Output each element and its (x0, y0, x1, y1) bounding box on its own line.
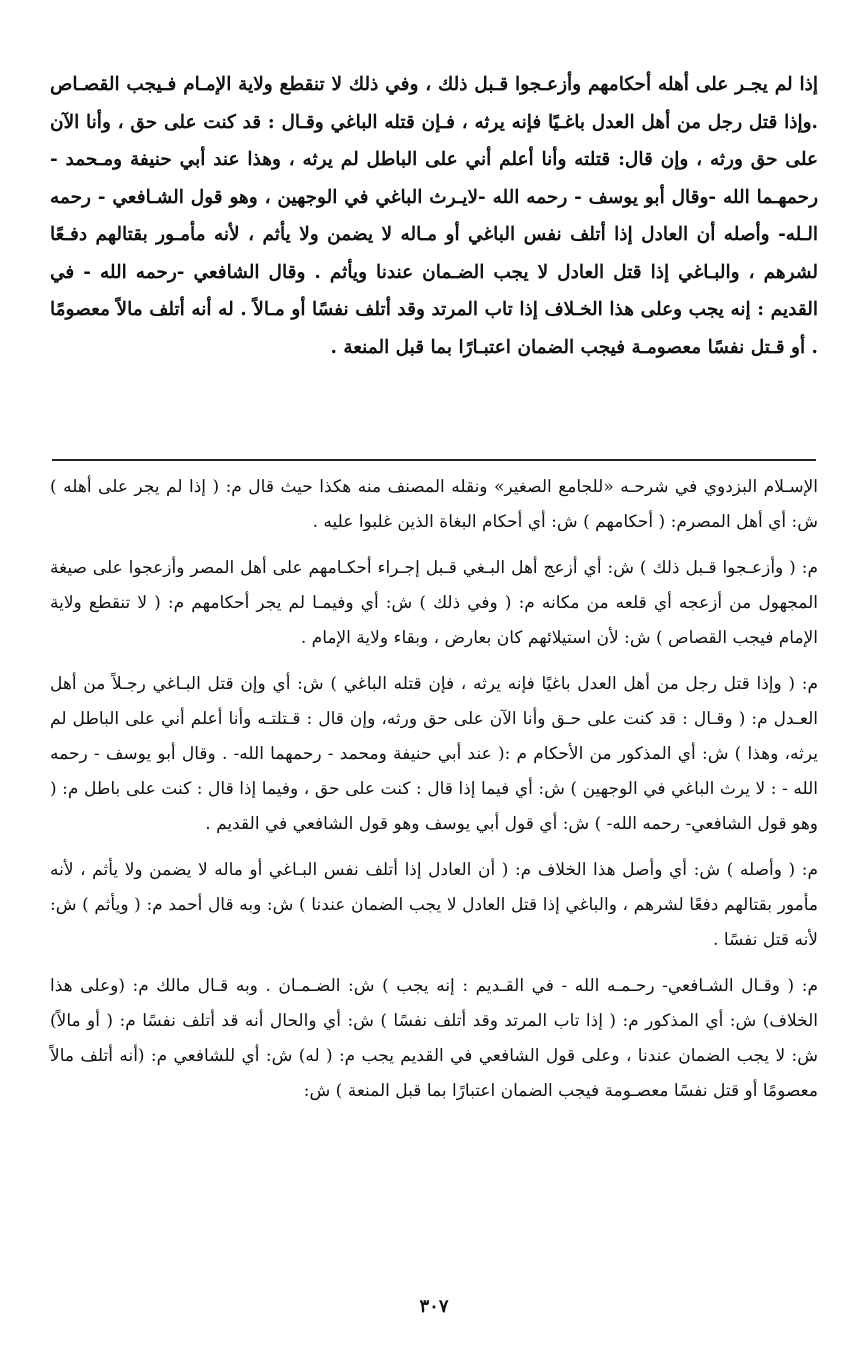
commentary-paragraph: م: ( وقـال الشـافعي- رحـمـه الله - في القـديم : إنه يجب ) ش: الضـمـان . وبه قـال مالك م: (وعلى هذا الخلاف) ش: أي المذكور م: ( إذا تاب المرتد وقد أتلف نفسًا ) ش: أي والحال أنه قد أتلف نفسًا م: ( أو مالاً) ش: لا يجب الضمان عندنا ، وعلى قول الشافعي في القديم يجب م: ( له) ش: أي للشافعي م: (أنه أتلف مالاً معصومًا أو قتل نفسًا معصـومة فيجب الضمان اعتبارًا بما قبل المنعة ) ش: (50, 976, 818, 1101)
main-paragraph: إذا لم يجـر على أهله أحكامهم وأزعـجوا قـبل ذلك ، وفي ذلك لا تنقطع ولاية الإمـام فـيجب القصـاص .وإذا قتل رجل من أهل العدل باغـيًا فإنه يرثه ، فـإن قتله الباغي وقـال : قد كنت على حق ، وأنا الآن على حق ورثه ، وإن قال: قتلته وأنا أعلم أني على الباطل لم يرثه ، وهذا عند أبي حنيفة ومـحمد - رحمهـما الله -وقال أبو يوسف - رحمه الله -لايـرث الباغي في الوجهين ، وهو قول الشـافعي - رحمه الـله- وأصله أن العادل إذا أتلف نفس الباغي أو مـاله لا يضمن ولا يأثم ، لأنه مأمـور بقتالهم دفـعًا لشرهم ، والبـاغي إذا قتل العادل لا يجب الضـمان عندنا ويأثم . وقال الشافعي -رحمه الله - في القديم : إنه يجب وعلى هذا الخـلاف إذا تاب المرتد وقد أتلف نفسًا أو مـالاً . له أنه أتلف مالاً معصومًا . أو قـتل نفسًا معصومـة فيجب الضمان اعتبـارًا بما قبل المنعة . (50, 74, 818, 358)
commentary-paragraph: الإسـلام البزدوي في شرحـه «للجامع الصغير» ونقله المصنف منه هكذا حيث قال م: ( إذا لم يجر على أهله ) ش: أي أهل المصرم: ( أحكامهم ) ش: أي أحكام البغاة الذين غلبوا عليه . (50, 477, 818, 532)
commentary-paragraph: م: ( وأزعـجوا قـبل ذلك ) ش: أي أزعج أهل البـغي قـبل إجـراء أحكـامهم على أهل المصر وأزعجوا على صيغة المجهول من أزعجه أي قلعه من مكانه م: ( وفي ذلك ) ش: أي وفيمـا لم يجر أحكامهم م: ( لا تنقطع ولاية الإمام فيجب القصاص ) ش: لأن استيلائهم كان بعارض ، وبقاء ولاية الإمام . (50, 558, 818, 648)
page-number: ٣٠٧ (419, 1296, 449, 1317)
commentary-paragraph: م: ( وإذا قتل رجل من أهل العدل باغيًا فإنه يرثه ، فإن قتله الباغي ) ش: أي وإن قتل البـاغي رجـلاً من أهل العـدل م: ( وقـال : قد كنت على حـق وأنا الآن على حق ورثه، وإن قال : قـتلتـه وأنا أعلم أني على الباطل لم يرثه، وهذا ) ش: أي المذكور من الأحكام م :( عند أبي حنيفة ومحمد - رحمهما الله- . وقال أبو يوسف - رحمه الله - : لا يرث الباغي في الوجهين ) ش: أي فيما إذا قال : كنت على حق ، وفيما إذا قال : كنت على باطل م: ( وهو قول الشافعي- رحمه الله- ) ش: أي قول أبي يوسف وهو قول الشافعي في القديم . (50, 674, 818, 834)
commentary-block (50, 470, 818, 1120)
section-divider (52, 459, 816, 461)
main-text-block (50, 66, 818, 366)
commentary-paragraph: م: ( وأصله ) ش: أي وأصل هذا الخلاف م: ( أن العادل إذا أتلف نفس البـاغي أو ماله لا يضمن ولا يأثم ، لأنه مأمور بقتالهم دفعًا لشرهم ، والباغي إذا قتل العادل لا يجب الضمان عندنا ) ش: وبه قال أحمد م: ( ويأثم ) ش: لأنه قتل نفسًا . (50, 860, 818, 950)
